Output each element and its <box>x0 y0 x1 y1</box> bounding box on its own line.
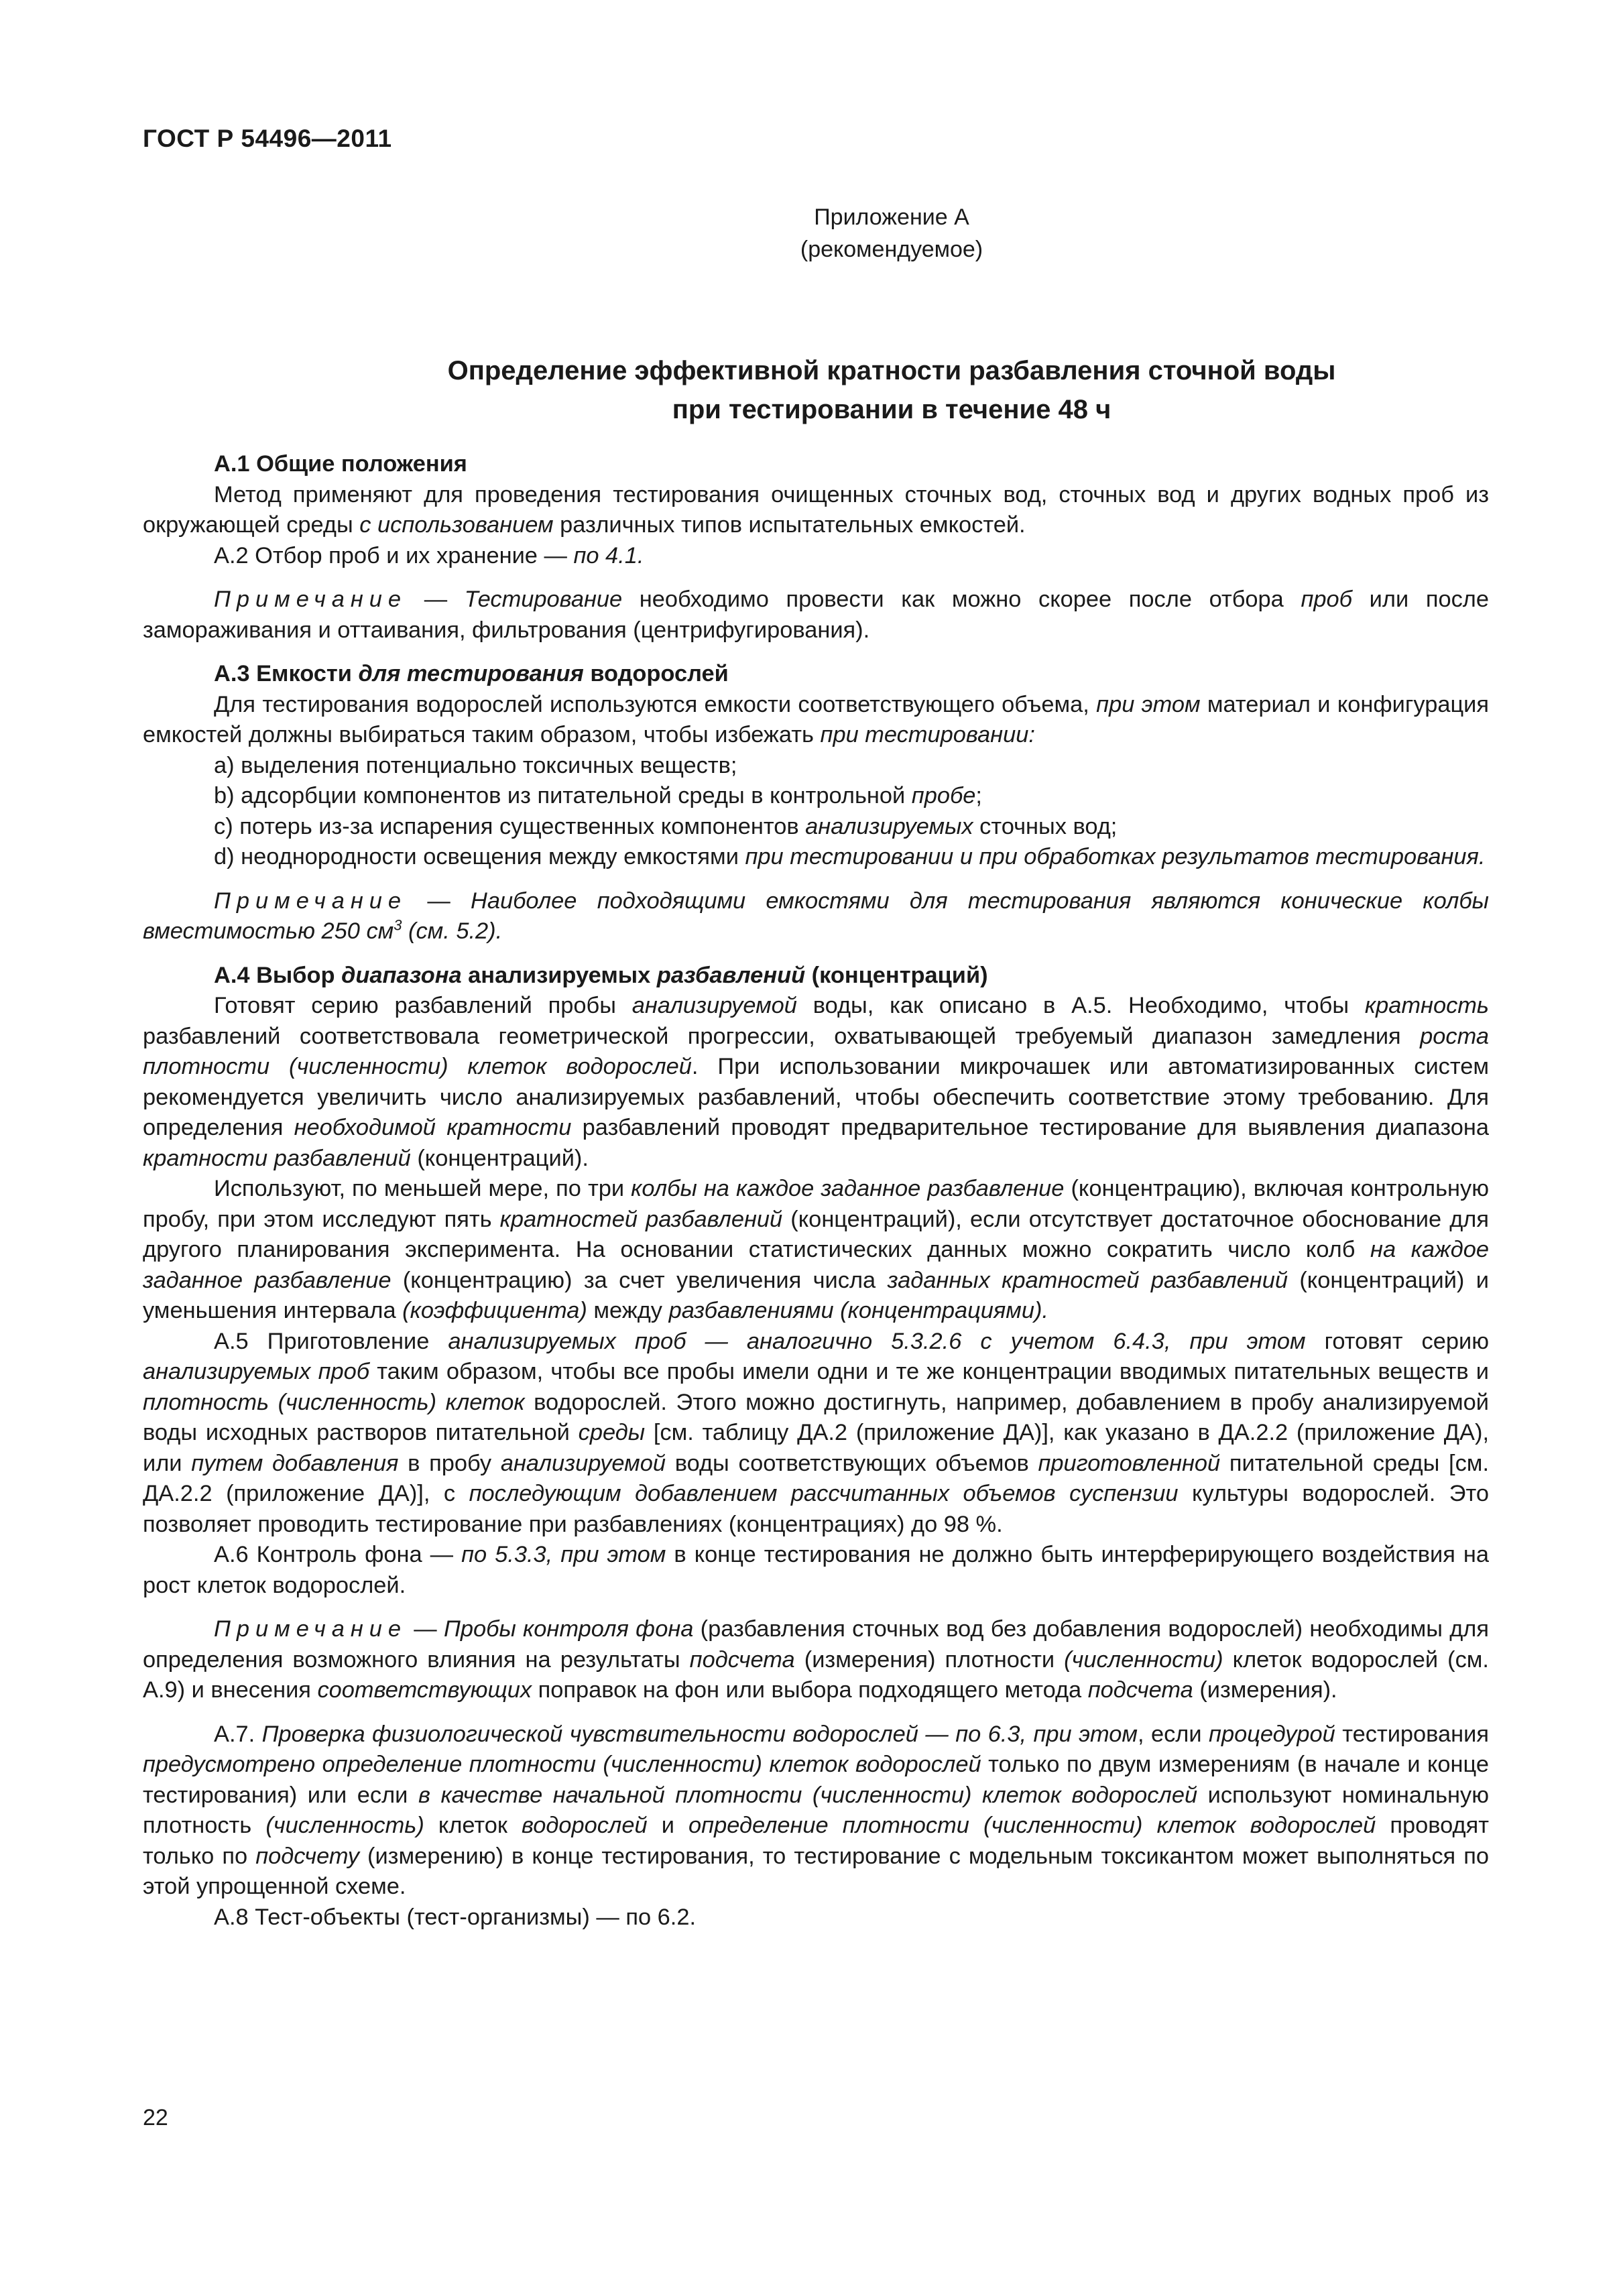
page-number: 22 <box>143 2105 168 2130</box>
section-a6-paragraph: А.6 Контроль фона — по 5.3.3, при этом в конце тестирования не должно быть интерферирующего воздействия на рост клеток водорослей. <box>143 1542 1489 1598</box>
section-a1-paragraph: Метод применяют для проведения тестирования очищенных сточных вод, сточных вод и других водных проб из окружающей среды с использованием различных типов испытательных емкостей. <box>143 481 1489 538</box>
note-1: Примечание — Тестирование необходимо провести как можно скорее после отбора проб или после замораживания и оттаивания, фильтрования (центрифугирования). <box>143 587 1489 643</box>
annex-label: Приложение А <box>814 204 969 230</box>
note-3: Примечание — Пробы контроля фона (разбавления сточных вод без добавления водорослей) необходимы для определения возможного влияния на результаты подсчета (измерения) плотности (численности) клеток водорослей (см. А.9) и внесения соответствующих поправок на фон или выбора подходящего метода подсчета (измерения). <box>143 1616 1489 1703</box>
section-a4-paragraph-1: Готовят серию разбавлений пробы анализируемой воды, как описано в А.5. Необходимо, чтобы кратность разбавлений соответствовала геометрической прогрессии, охватывающей требуемый диапазон замедления роста плотности (численности) клеток водорослей. При использовании микрочашек или автоматизированных систем рекомендуется увеличить число анализируемых разбавлений, чтобы обеспечить соответствие этому требованию. Для определения необходимой кратности разбавлений проводят предварительное тестирование для выявления диапазона кратности разбавлений (концентраций). <box>143 993 1490 1171</box>
section-a4-paragraph-2: Используют, по меньшей мере, по три колбы на каждое заданное разбавление (концентрацию), включая контрольную пробу, при этом исследуют пять кратностей разбавлений (концентраций), если отсутствует достаточное обоснование для другого планирования эксперимента. На основании статистических данных можно сократить число колб на каждое заданное разбавление (концентрацию) за счет увеличения числа заданных кратностей разбавлений (концентраций) и уменьшения интервала (коэффициента) между разбавлениями (концентрациями). <box>143 1176 1489 1323</box>
section-a2-paragraph: А.2 Отбор проб и их хранение — по 4.1. <box>214 542 644 568</box>
section-a3-paragraph: Для тестирования водорослей используются емкости соответствующего объема, при этом материал и конфигурация емкостей должны выбираться таким образом, чтобы избежать при тестировании: <box>143 691 1490 747</box>
document-body <box>143 449 1489 1933</box>
section-a8-paragraph: А.8 Тест-объекты (тест-организмы) — по 6.2. <box>214 1904 696 1930</box>
list-item-b: b) адсорбции компонентов из питательной среды в контрольной пробе; <box>214 783 982 808</box>
list-item-c: c) потерь из-за испарения существенных компонентов анализируемых сточных вод; <box>214 813 1118 839</box>
section-a1-heading: А.1 Общие положения <box>214 451 467 477</box>
note-label: Примечание <box>214 587 408 612</box>
list-item-d: d) неоднородности освещения между емкостями при тестировании и при обработках результатов тестирования. <box>214 844 1486 869</box>
note-2: Примечание — Наиболее подходящими емкостями для тестирования являются конические колбы вместимостью 250 $см^3$ (см. 5.2). <box>143 888 1489 944</box>
annex-title-line-1: Определение эффективной кратности разбавления сточной воды <box>447 356 1336 385</box>
section-a3-heading: А.3 Емкости для тестирования водорослей <box>214 661 729 686</box>
section-a4-heading: А.4 Выбор диапазона анализируемых разбавлений (концентраций) <box>214 962 988 988</box>
document-header: ГОСТ Р 54496—2011 <box>143 125 392 152</box>
annex-status: (рекомендуемое) <box>800 237 983 262</box>
annex-title <box>0 351 1623 429</box>
list-item-a: а) выделения потенциально токсичных веществ; <box>214 752 737 778</box>
section-a7-paragraph: А.7. Проверка физиологической чувствительности водорослей — по 6.3, при этом, если процедурой тестирования предусмотрено определение плотности (численности) клеток водорослей только по двум измерениям (в начале и конце тестирования) или если в качестве начальной плотности (численности) клеток водорослей используют номинальную плотность (численность) клеток водорослей и определение плотности (численности) клеток водорослей проводят только по подсчету (измерению) в конце тестирования, то тестирование с модельным токсикантом может выполняться по этой упрощенной схеме. <box>143 1721 1489 1899</box>
annex-title-line-2: при тестировании в течение 48 ч <box>672 395 1111 424</box>
note-label: Примечание <box>214 1616 408 1642</box>
annex-heading <box>0 201 1623 265</box>
section-a5-paragraph: А.5 Приготовление анализируемых проб — аналогично 5.3.2.6 с учетом 6.4.3, при этом готовят серию анализируемых проб таким образом, чтобы все пробы имели одни и те же концентрации вводимых питательных веществ и плотность (численность) клеток водорослей. Этого можно достигнуть, например, добавлением в пробу анализируемой воды исходных растворов питательной среды [см. таблицу ДА.2 (приложение ДА)], как указано в ДА.2.2 (приложение ДА), или путем добавления в пробу анализируемой воды соответствующих объемов приготовленной питательной среды [см. ДА.2.2 (приложение ДА)], с последующим добавлением рассчитанных объемов суспензии культуры водорослей. Это позволяет проводить тестирование при разбавлениях (концентрациях) до 98 %. <box>143 1328 1490 1537</box>
note-label: Примечание <box>214 888 408 914</box>
